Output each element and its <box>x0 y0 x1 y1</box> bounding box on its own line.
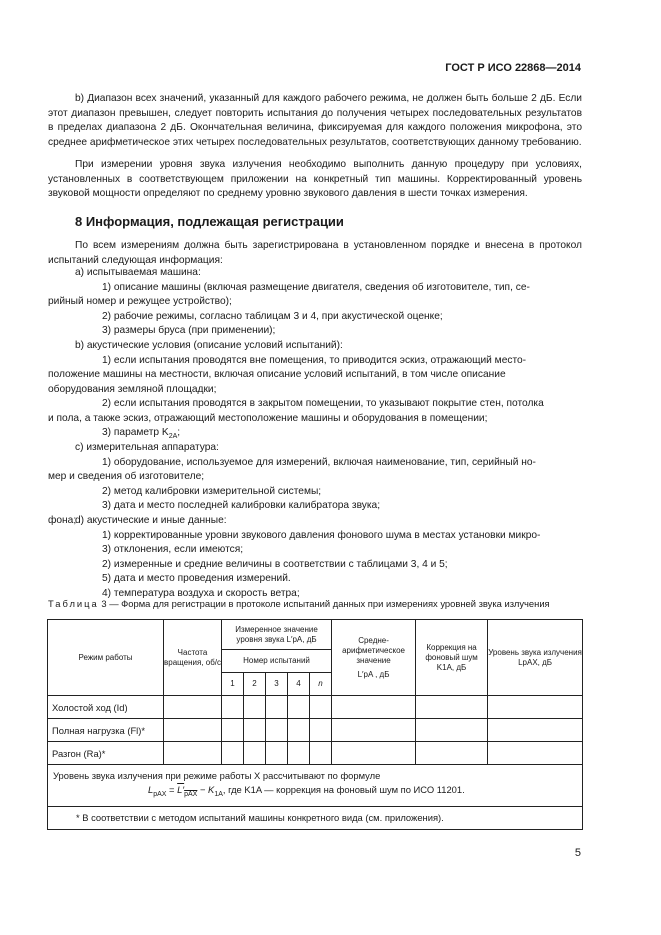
header-measured: Измеренное значение уровня звука L′pA, дБ <box>222 620 332 650</box>
header-level-symbol: LpAX, дБ <box>518 657 553 667</box>
header-correction-symbol: K1A, дБ <box>436 662 467 672</box>
test-col-2: 2 <box>244 673 266 696</box>
formula: $L_{pAX} = L'_{pAX} - K_{1A}$, где K1A — коррекция на фоновый шум по ИСО 11201. <box>148 784 465 798</box>
header-frequency: Частота вращения, об/с <box>164 620 222 696</box>
intro-paragraph: По всем измерениям должна быть зарегистрирована в установленном порядке и внесена в протокол испытаний следующая информация: <box>48 240 582 266</box>
test-col-n: n <box>310 673 332 696</box>
list-item: b) акустические условия (описание условий испытаний): <box>75 340 343 351</box>
list-item: а) испытываемая машина: <box>75 267 201 278</box>
table-caption-word: Таблица <box>48 598 99 609</box>
header-mean-symbol: L′pA , дБ <box>357 669 390 679</box>
formula-intro: Уровень звука излучения при режиме работы X рассчитывают по формуле <box>53 770 381 782</box>
table-row <box>48 719 583 742</box>
header-correction-text: Коррекция на фоновый шум <box>425 642 478 662</box>
k2a-subscript: 2A <box>168 433 178 441</box>
paragraph-measurement: При измерении уровня звука излучения необходимо выполнить данную процедуру при условиях, установленных в соответствующем приложении на конкретный тип машины. Корректированный уровень звуковой мощности определяют по среднему уровню звукового давления в шести точках измерения. <box>48 159 582 200</box>
paragraph-range: b) Диапазон всех значений, указанный для каждого рабочего режима, не должен быть больше 2 дБ. Если этот диапазон превышен, следует повторить испытания до получения четырех последовательных результатов в пределах диапазона 2 дБ. Окончательная величина, фиксируемая для каждого положения микрофона, это среднее арифметическое этих четырех последовательных результатов, соответствующих данному требованию. <box>48 93 582 148</box>
table-row <box>48 696 583 719</box>
table-caption-text: 3 — Форма для регистрации в протоколе испытаний данных при измерениях уровней звука излучения <box>98 598 550 609</box>
list-item: фона; <box>48 515 77 526</box>
list-item: 3) отклонения, если имеются; <box>102 544 244 555</box>
list-item: 1) описание машины (включая размещение двигателя, сведения об изготовителе, тип, се- <box>102 282 530 293</box>
formula-cell <box>48 765 583 807</box>
list-item: с) измерительная аппаратура: <box>75 442 219 453</box>
header-level <box>488 620 583 696</box>
list-item: 2) измеренные и средние величины в соответствии с таблицами 3, 4 и 5; <box>102 559 448 570</box>
formula-tail: , где K1A — коррекция на фоновый шум по ИСО 11201. <box>222 784 465 796</box>
list-item: положение машины на местности, включая описание условий испытаний, в том числе описание <box>48 369 506 380</box>
list-item: 1) если испытания проводятся вне помещения, то приводится эскиз, отражающий место- <box>102 355 527 366</box>
header-correction <box>416 620 488 696</box>
header-test-number: Номер испытаний <box>222 650 332 673</box>
list-item-k2a: 3) параметр $K_{2A}$; <box>102 427 181 441</box>
header-mean-text: Средне-арифметическое значение <box>342 635 405 665</box>
list-item: 5) дата и место проведения измерений. <box>102 573 291 584</box>
row-label-idle: Холостой ход (Id) <box>48 696 164 719</box>
list-item: 4) температура воздуха и скорость ветра; <box>102 588 300 599</box>
footnote: * В соответствии с методом испытаний машины конкретного вида (см. приложения). <box>48 807 583 830</box>
page-number: 5 <box>574 847 581 859</box>
list-item: мер и сведения об изготовителе; <box>48 471 205 482</box>
row-label-acceleration: Разгон (Ra)* <box>48 742 164 765</box>
k2a-label: 3) параметр K <box>102 427 169 438</box>
list-item: 1) оборудование, используемое для измерений, включая наименование, тип, серийный но- <box>102 457 536 468</box>
test-col-4: 4 <box>288 673 310 696</box>
list-item: 2) если испытания проводятся в закрытом помещении, то указывают покрытие стен, потолка <box>102 398 544 409</box>
list-item: d) акустические и иные данные: <box>75 515 227 526</box>
test-col-3: 3 <box>266 673 288 696</box>
list-item: рийный номер и режущее устройство); <box>48 296 232 307</box>
test-col-1: 1 <box>222 673 244 696</box>
list-item: оборудования земляной площадки; <box>48 384 217 395</box>
list-item: 3) размеры бруса (при применении); <box>102 325 276 336</box>
header-mode: Режим работы <box>48 620 164 696</box>
list-item: 1) корректированные уровни звукового давления фонового шума в местах установки микро- <box>102 530 541 541</box>
document-header: ГОСТ Р ИСО 22868—2014 <box>445 62 581 74</box>
list-item: 3) дата и место последней калибровки калибратора звука; <box>102 500 381 511</box>
list-item: 2) метод калибровки измерительной системы; <box>102 486 322 497</box>
table-caption <box>48 598 550 609</box>
registration-table <box>47 619 583 830</box>
row-label-full-load: Полная нагрузка (Fl)* <box>48 719 164 742</box>
list-item: 2) рабочие режимы, согласно таблицам 3 и 4, при акустической оценке; <box>102 311 443 322</box>
header-mean <box>332 620 416 696</box>
header-level-text: Уровень звука излучения <box>488 647 582 657</box>
list-item: и пола, а также эскиз, отражающий местоположение машины и оборудования в помещении; <box>48 413 488 424</box>
table-row <box>48 742 583 765</box>
section-title: 8 Информация, подлежащая регистрации <box>75 214 344 229</box>
